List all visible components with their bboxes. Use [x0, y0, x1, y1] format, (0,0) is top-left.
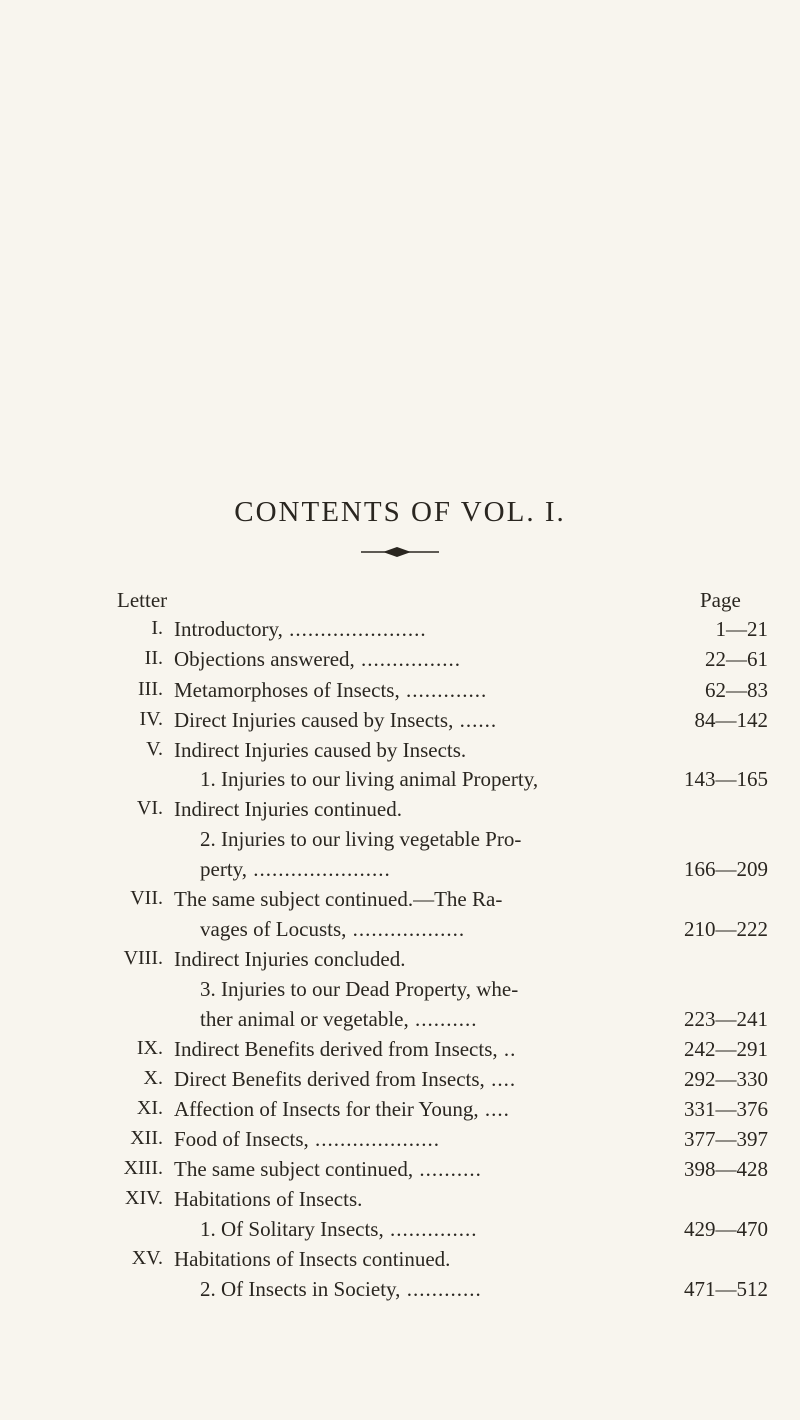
letter-number: XI. — [136, 1097, 163, 1119]
entry-title — [174, 797, 402, 822]
table-row — [0, 1037, 768, 1067]
leader-dots: .................... — [308, 1127, 440, 1151]
entry-text: Introductory, — [174, 617, 283, 641]
entry-text: Indirect Injuries continued. — [174, 797, 403, 821]
entry-text: perty, — [200, 857, 248, 881]
letter-column-header: Letter — [117, 588, 168, 612]
page-range: 471—512 — [684, 1277, 768, 1301]
entry-title — [174, 1247, 450, 1272]
letter-number: I. — [151, 617, 163, 639]
table-row — [0, 1217, 768, 1247]
page-column-header: Page — [700, 588, 741, 612]
page-range: 143—165 — [684, 767, 768, 791]
entry-title — [174, 1037, 516, 1062]
table-row — [0, 708, 768, 738]
entry-text: Metamorphoses of Insects, — [174, 678, 400, 702]
table-row — [0, 1127, 768, 1157]
leader-dots: ...................... — [282, 617, 427, 641]
table-row — [0, 977, 768, 1007]
letter-number: XIV. — [125, 1187, 163, 1209]
entry-title — [200, 1007, 478, 1032]
table-row — [0, 1247, 768, 1277]
letter-number: V. — [146, 738, 163, 760]
letter-number: III. — [138, 678, 163, 700]
page-range: 398—428 — [684, 1157, 768, 1181]
entry-text: Affection of Insects for their Young, — [174, 1097, 479, 1121]
table-row — [0, 647, 768, 677]
table-row — [0, 678, 768, 708]
leader-dots: ................ — [354, 647, 462, 671]
entry-title — [174, 1067, 516, 1092]
page-range: 377—397 — [684, 1127, 768, 1151]
page-title: CONTENTS OF VOL. I. — [234, 496, 566, 528]
leader-dots: .......... — [408, 1007, 478, 1031]
table-row — [0, 1187, 768, 1217]
entry-text: 3. Injuries to our Dead Property, whe- — [200, 977, 519, 1001]
page-range: 62—83 — [705, 678, 768, 702]
letter-number: IV. — [139, 708, 163, 730]
page-range: 429—470 — [684, 1217, 768, 1241]
entry-text: Habitations of Insects. — [174, 1187, 363, 1211]
table-row — [0, 1097, 768, 1127]
page-range: 84—142 — [694, 708, 768, 732]
entry-text: Direct Injuries caused by Insects, — [174, 708, 454, 732]
letter-number: II. — [144, 647, 163, 669]
entry-title — [200, 1217, 477, 1242]
table-row — [0, 767, 768, 797]
page-range: 331—376 — [684, 1097, 768, 1121]
entry-title — [174, 678, 487, 703]
letter-number: IX. — [136, 1037, 163, 1059]
table-row — [0, 917, 768, 947]
table-row — [0, 1277, 768, 1307]
table-row — [0, 738, 768, 768]
entry-text: vages of Locusts, — [200, 917, 347, 941]
leader-dots: .. — [497, 1037, 517, 1061]
page-range: 242—291 — [684, 1037, 768, 1061]
entry-text: The same subject continued, — [174, 1157, 414, 1181]
letter-number: VII. — [130, 887, 163, 909]
table-row — [0, 1157, 768, 1187]
ornament-divider-icon — [361, 545, 439, 559]
table-row — [0, 797, 768, 827]
page-range: 1—21 — [715, 617, 768, 641]
table-row — [0, 947, 768, 977]
table-row — [0, 1007, 768, 1037]
entry-text: Indirect Benefits derived from Insects, — [174, 1037, 498, 1061]
leader-dots: ............ — [400, 1277, 482, 1301]
entry-title — [174, 647, 461, 672]
entry-text: Indirect Injuries concluded. — [174, 947, 406, 971]
page-range: 292—330 — [684, 1067, 768, 1091]
entry-title — [174, 947, 406, 972]
entry-text: Direct Benefits derived from Insects, — [174, 1067, 485, 1091]
entry-title — [200, 1277, 482, 1302]
leader-dots: ...... — [453, 708, 498, 732]
entry-text: 1. Of Solitary Insects, — [200, 1217, 384, 1241]
entry-title — [200, 977, 518, 1002]
leader-dots: .... — [484, 1067, 517, 1091]
table-row — [0, 827, 768, 857]
entry-text: Indirect Injuries caused by Insects. — [174, 738, 467, 762]
entry-title — [174, 708, 497, 733]
entry-text: ther animal or vegetable, — [200, 1007, 409, 1031]
table-row — [0, 887, 768, 917]
table-row — [0, 857, 768, 887]
entry-text: Habitations of Insects continued. — [174, 1247, 451, 1271]
entry-title — [174, 617, 427, 642]
entry-title — [174, 1187, 362, 1212]
table-row — [0, 1067, 768, 1097]
letter-number: XIII. — [123, 1157, 163, 1179]
page-range: 22—61 — [705, 647, 768, 671]
entry-title — [174, 738, 466, 763]
entry-text: 2. Of Insects in Society, — [200, 1277, 401, 1301]
entry-title — [200, 857, 391, 882]
entry-text: 1. Injuries to our living animal Property, — [200, 767, 539, 791]
entry-title — [200, 827, 521, 852]
entry-title — [174, 1127, 440, 1152]
entry-title — [174, 1097, 510, 1122]
leader-dots: .................. — [346, 917, 466, 941]
letter-number: VIII. — [123, 947, 163, 969]
letter-number: X. — [143, 1067, 163, 1089]
letter-number: XII. — [130, 1127, 163, 1149]
table-row — [0, 617, 768, 647]
page-range: 223—241 — [684, 1007, 768, 1031]
entry-text: The same subject continued.—The Ra- — [174, 887, 503, 911]
leader-dots: ............. — [399, 678, 488, 702]
entry-title — [174, 887, 502, 912]
entry-title — [200, 917, 465, 942]
leader-dots: .......... — [413, 1157, 482, 1181]
entry-text: Objections answered, — [174, 647, 355, 671]
page-range: 210—222 — [684, 917, 768, 941]
leader-dots: .............. — [383, 1217, 478, 1241]
entry-text: 2. Injuries to our living vegetable Pro- — [200, 827, 522, 851]
letter-number: VI. — [136, 797, 163, 819]
entry-title — [174, 1157, 482, 1182]
leader-dots: .... — [478, 1097, 510, 1121]
page-range: 166—209 — [684, 857, 768, 881]
entry-title — [200, 767, 538, 792]
letter-number: XV. — [131, 1247, 163, 1269]
leader-dots: ...................... — [247, 857, 391, 881]
entry-text: Food of Insects, — [174, 1127, 309, 1151]
